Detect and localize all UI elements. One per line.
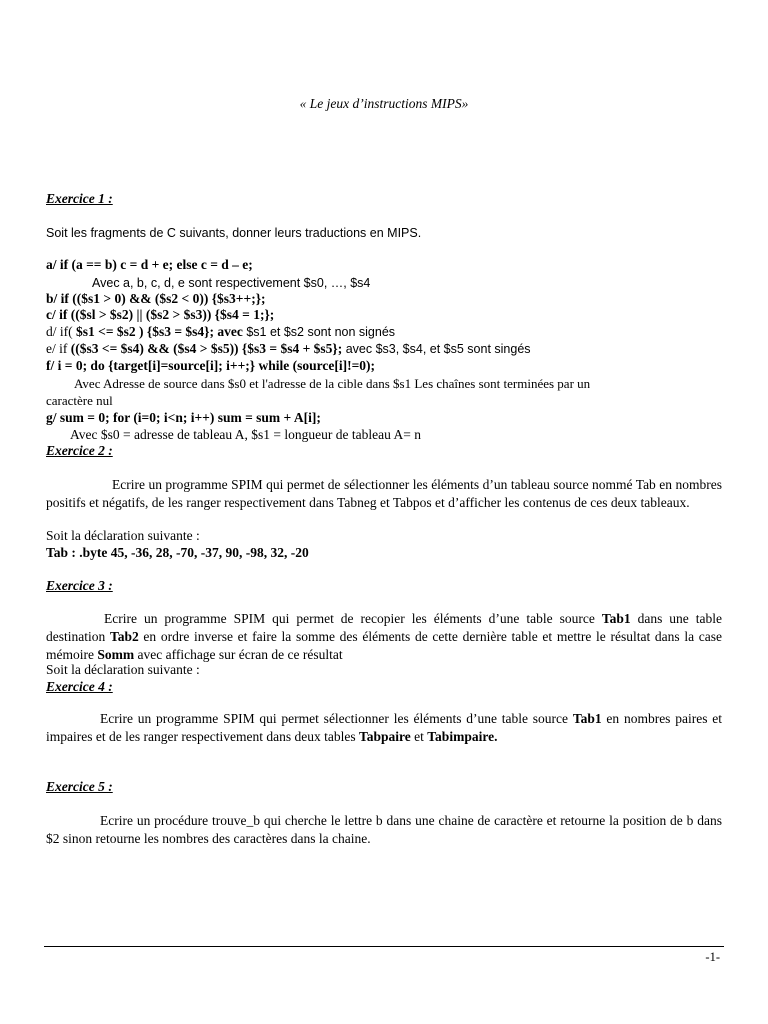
exercise-4-text-1: Ecrire un programme SPIM qui permet sélectionner les éléments d’une table source [100,711,573,726]
exercise-1-fragment-f-note-2: caractère nul [46,393,113,408]
fragment-e-code: (($s3 <= $s4) && ($s4 > $s5)) {$s3 = $s4 + $s5}; [70,341,343,356]
exercise-3-tab2: Tab2 [109,629,139,644]
exercise-3-text-3: en ordre inverse et faire la somme des éléments de cette dernière table et mettre le résultat dans la case mémoire [46,629,722,662]
exercise-3-heading: Exercice 3 : [46,578,113,593]
exercise-4-text-2: en nombres paires et impaires et de les ranger respectivement dans deux tables [46,711,722,744]
exercise-2-heading: Exercice 2 : [46,443,113,458]
exercise-1-fragment-a: a/ if (a == b) c = d + e; else c = d – e; [46,257,253,272]
exercise-5-heading: Exercice 5 : [46,779,113,794]
exercise-4-text-3: et [410,729,428,744]
exercise-4-tab1: Tab1 [572,711,602,726]
exercise-4-paragraph [46,710,722,746]
exercise-3-declaration-intro: Soit la déclaration suivante : [46,662,200,677]
exercise-4-tabimpaire: Tabimpaire. [427,729,498,744]
exercise-4-heading: Exercice 4 : [46,679,113,694]
exercise-3-text-1: Ecrire un programme SPIM qui permet de recopier les éléments d’une table source [104,611,602,626]
page-number: -1- [705,950,720,964]
exercise-2-paragraph: Ecrire un programme SPIM qui permet de sélectionner les éléments d’un tableau source nommé Tab en nombres positifs et négatifs, de les ranger respectivement dans Tabneg et Tabpos et d’afficher les contenus de ces deux tableaux. [46,477,722,510]
document-title: « Le jeux d’instructions MIPS» [299,96,469,111]
exercise-1-fragment-f-note-1: Avec Adresse de source dans $s0 et l'adresse de la cible dans $s1 Les chaînes sont terminées par un [74,376,591,391]
exercise-1-fragment-f: f/ i = 0; do {target[i]=source[i]; i++;} while (source[i]!=0); [46,358,376,373]
exercise-2-declaration: Tab : .byte 45, -36, 28, -70, -37, 90, -98, 32, -20 [46,545,309,560]
exercise-1-fragment-b: b/ if (($s1 > 0) && ($s2 < 0)) {$s3++;}; [46,291,266,306]
exercise-5-paragraph: Ecrire un procédure trouve_b qui cherche le lettre b dans une chaine de caractère et retourne la position de b dans $2 sinon retourne les nombres des caractères dans la chaine. [46,813,722,846]
exercise-3-text-2: dans une table destination [46,611,722,644]
fragment-d-code: $s1 <= $s2 ) {$s3 = $s4}; avec [76,324,243,339]
exercise-2-declaration-intro: Soit la déclaration suivante : [46,528,200,543]
exercise-1-heading: Exercice 1 : [46,191,113,206]
exercise-3-paragraph [46,610,722,664]
exercise-1-fragment-g: g/ sum = 0; for (i=0; i<n; i++) sum = sum + A[i]; [46,410,321,425]
exercise-1-fragment-g-note: Avec $s0 = adresse de tableau A, $s1 = longueur de tableau A= n [70,427,421,442]
fragment-d-note: $s1 et $s2 sont non signés [242,325,396,339]
fragment-e-prefix: e/ if [46,341,71,356]
exercise-3-text-4: avec affichage sur écran de ce résultat [134,647,343,662]
exercise-4-tabpaire: Tabpaire [359,729,411,744]
exercise-3-somm: Somm [97,647,135,662]
exercise-1-fragment-d [46,323,722,341]
exercise-3-tab1: Tab1 [601,611,631,626]
fragment-d-prefix: d/ if( [46,324,76,339]
footer-divider [44,946,724,947]
exercise-1-fragment-c: c/ if (($sl > $s2) || ($s2 > $s3)) {$s4 = 1;}; [46,307,275,322]
exercise-1-fragment-a-note: Avec a, b, c, d, e sont respectivement $s0, …, $s4 [92,276,371,290]
fragment-e-note: avec $s3, $s4, et $s5 sont singés [342,342,531,356]
exercise-1-fragment-e [46,340,722,358]
exercise-1-intro: Soit les fragments de C suivants, donner leurs traductions en MIPS. [46,226,422,240]
